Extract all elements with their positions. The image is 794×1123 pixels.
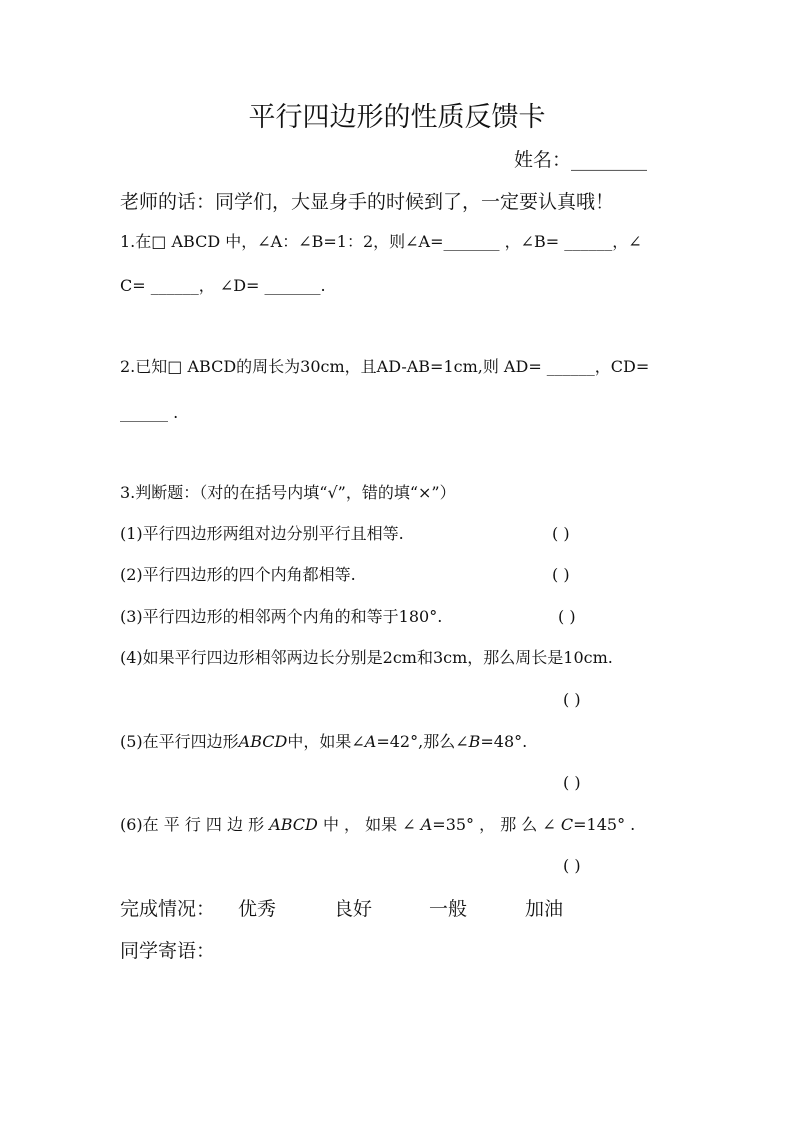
judge-item-6-figure-name: ABCD xyxy=(269,815,318,834)
peer-words-label: 同学寄语： xyxy=(120,940,216,962)
judge-item-5-post: =48°. xyxy=(480,732,528,751)
judge-item-1-text: (1)平行四边形两组对边分别平行且相等. xyxy=(120,524,404,543)
question-2-line-1: 2.已知□ ABCD的周长为30cm，且AD-AB=1cm,则 AD= ______，CD= xyxy=(120,357,650,376)
judge-item-6-post: =145° . xyxy=(573,815,636,834)
judge-item-6-angle-c: C xyxy=(560,815,574,834)
judge-item-4-bracket[interactable]: ( ) xyxy=(563,690,581,709)
judge-item-5-pre: (5)在平行四边形 xyxy=(120,732,239,751)
judge-item-6-angle-a: A xyxy=(420,815,433,834)
judge-item-1-bracket[interactable]: ( ) xyxy=(552,524,570,543)
question-1-line-2: C= ______， ∠D= _______. xyxy=(120,276,326,295)
judge-item-2-bracket[interactable]: ( ) xyxy=(552,565,570,584)
judge-item-6-pre: (6)在 平 行 四 边 形 xyxy=(120,815,270,834)
judge-item-6-mid1: 中 ， 如果 ∠ xyxy=(317,815,421,834)
judge-item-5-text xyxy=(120,732,527,752)
completion-option-average[interactable]: 一般 xyxy=(429,898,468,920)
question-1-line-1: 1.在□ ABCD 中，∠A：∠B=1：2，则∠A=_______ ，∠B= ______，∠ xyxy=(120,232,642,251)
judge-item-5-figure-name: ABCD xyxy=(238,732,288,751)
completion-label: 完成情况： xyxy=(120,898,216,920)
question-2-line-2: ______ . xyxy=(120,403,179,422)
teacher-words: 老师的话：同学们，大显身手的时候到了，一定要认真哦！ xyxy=(120,191,615,213)
judge-item-6-mid2: =35° ， 那 么 ∠ xyxy=(432,815,561,834)
completion-option-keep-going[interactable]: 加油 xyxy=(525,898,564,920)
judge-item-5-bracket[interactable]: ( ) xyxy=(563,773,581,792)
judge-item-5-angle-a: A xyxy=(364,732,377,751)
completion-option-good[interactable]: 良好 xyxy=(334,898,373,920)
judge-item-5-angle-b: B xyxy=(468,732,481,751)
judge-item-6-bracket[interactable]: ( ) xyxy=(563,856,581,875)
name-field-label: 姓名：________ xyxy=(514,149,648,171)
completion-option-excellent[interactable]: 优秀 xyxy=(238,898,277,920)
judge-item-5-mid2: =42°,那么∠ xyxy=(376,732,469,751)
judge-item-3-text: (3)平行四边形的相邻两个内角的和等于180°. xyxy=(120,607,443,626)
question-3-heading: 3.判断题：（对的在括号内填“√”，错的填“×”） xyxy=(120,483,456,502)
judge-item-5-mid1: 中，如果∠ xyxy=(287,732,365,751)
judge-item-3-bracket[interactable]: ( ) xyxy=(558,607,576,626)
judge-item-6-text xyxy=(120,815,635,835)
page-title: 平行四边形的性质反馈卡 xyxy=(248,102,546,133)
judge-item-4-text: (4)如果平行四边形相邻两边长分别是2cm和3cm，那么周长是10cm. xyxy=(120,648,613,667)
judge-item-2-text: (2)平行四边形的四个内角都相等. xyxy=(120,565,356,584)
